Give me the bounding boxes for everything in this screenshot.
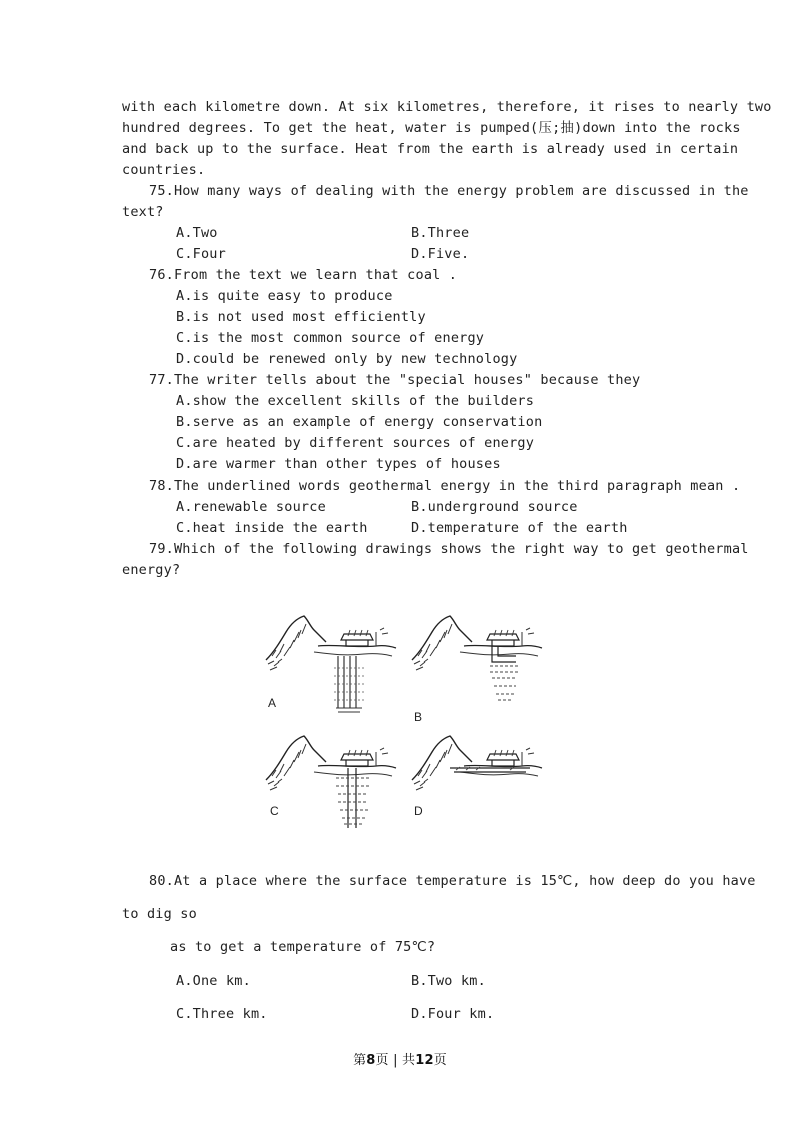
question-77-option-d: D.are warmer than other types of houses: [176, 456, 501, 472]
question-76-stem: 76.From the text we learn that coal .: [149, 267, 458, 283]
question-80-option-d: D.Four km.: [411, 1006, 495, 1022]
passage-line: with each kilometre down. At six kilometres, therefore, it rises to nearly two: [122, 99, 772, 115]
figure-label-d: D: [414, 804, 423, 818]
page-mid: 页 | 共: [375, 1053, 416, 1068]
passage-line: and back up to the surface. Heat from the earth is already used in certain: [122, 141, 739, 157]
geothermal-drawings-illustration: [258, 608, 548, 838]
question-75-option-c: C.Four: [176, 246, 226, 262]
question-78-stem: 78.The underlined words geothermal energy in the third paragraph mean .: [149, 478, 741, 494]
figure-label-c: C: [270, 804, 279, 818]
question-80-stem: 80.At a place where the surface temperature is 15℃, how deep do you have: [149, 873, 756, 889]
question-80-option-a: A.One km.: [176, 973, 251, 989]
figure-label-b: B: [414, 710, 423, 724]
question-80-option-b: B.Two km.: [411, 973, 486, 989]
question-77-option-a: A.show the excellent skills of the builders: [176, 393, 535, 409]
page-current-number: 8: [366, 1053, 376, 1068]
figure-label-a: A: [268, 696, 277, 710]
question-78-option-c: C.heat inside the earth: [176, 520, 368, 536]
question-77-option-c: C.are heated by different sources of energy: [176, 435, 535, 451]
question-80-stem: as to get a temperature of 75℃?: [170, 939, 436, 955]
page-prefix: 第: [353, 1053, 367, 1068]
question-78-option-b: B.underground source: [411, 499, 578, 515]
passage-line: hundred degrees. To get the heat, water is pumped(压;抽)down into the rocks: [122, 120, 741, 136]
question-80-stem: to dig so: [122, 906, 197, 922]
question-75-stem: text?: [122, 204, 164, 220]
question-76-option-c: C.is the most common source of energy: [176, 330, 485, 346]
question-76-option-b: B.is not used most efficiently: [176, 309, 426, 325]
question-78-option-a: A.renewable source: [176, 499, 326, 515]
question-79-stem: 79.Which of the following drawings shows the right way to get geothermal: [149, 541, 749, 557]
question-79-stem: energy?: [122, 562, 181, 578]
question-76-option-a: A.is quite easy to produce: [176, 288, 393, 304]
question-75-option-a: A.Two: [176, 225, 218, 241]
page-footer: [0, 1049, 800, 1068]
question-77-stem: 77.The writer tells about the "special houses" because they: [149, 372, 641, 388]
question-77-option-b: B.serve as an example of energy conservation: [176, 414, 543, 430]
geothermal-drawings-figure: [258, 608, 548, 838]
question-75-option-b: B.Three: [411, 225, 470, 241]
question-78-option-d: D.temperature of the earth: [411, 520, 628, 536]
question-75-stem: 75.How many ways of dealing with the energy problem are discussed in the: [149, 183, 749, 199]
passage-line: countries.: [122, 162, 206, 178]
question-76-option-d: D.could be renewed only by new technology: [176, 351, 518, 367]
page-total-number: 12: [415, 1053, 434, 1068]
question-80-option-c: C.Three km.: [176, 1006, 268, 1022]
page-suffix: 页: [433, 1053, 447, 1068]
question-75-option-d: D.Five.: [411, 246, 470, 262]
